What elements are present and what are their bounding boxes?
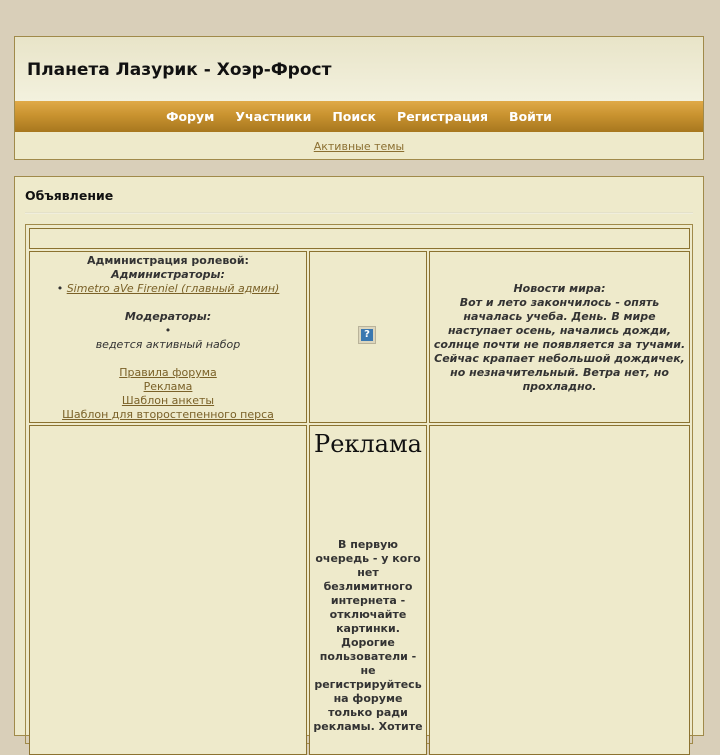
nav-forum[interactable]: Форум [166,109,215,124]
news-cell [429,251,690,423]
title-bar [15,37,703,101]
empty-right-cell [429,425,690,755]
ad-text: В первую очередь - у кого нет безлимитного интернета - отключайте картинки. Дорогие пользователи - не регистрируйтесь на форуме только ради рекламы. Хотите [313,538,423,733]
bullet: • [56,282,64,295]
question-mark-icon[interactable]: ? [359,327,375,343]
mods-label: Модераторы: [124,310,212,323]
divider [25,212,693,214]
admins-label: Администраторы: [111,268,225,281]
recruit-text: ведется активный набор [95,338,241,351]
nav-register[interactable]: Регистрация [397,109,489,124]
mods-bullet: • [164,324,172,337]
ad-cell [309,425,427,755]
news-heading: Новости мира: [513,282,606,295]
nav-members[interactable]: Участники [235,109,312,124]
forum-title[interactable]: Планета Лазурик - Хоэр-Фрост [27,60,332,80]
sub-nav [15,132,703,160]
icon-cell [309,251,427,423]
announcement-panel [14,176,704,736]
announcement-table [25,224,693,744]
admin-heading: Администрация ролевой: [87,254,249,267]
nav-search[interactable]: Поиск [332,109,377,124]
nav-login[interactable]: Войти [509,109,552,124]
admin-line [30,282,306,296]
admin-cell [29,251,307,423]
empty-left-cell [29,425,307,755]
active-topics-link[interactable]: Активные темы [313,139,405,153]
empty-header-cell [29,228,690,249]
ad-title: Реклама [314,430,422,458]
profile-template-link[interactable]: Шаблон анкеты [121,394,215,407]
ad-link[interactable]: Реклама [143,380,193,393]
rules-link[interactable]: Правила форума [119,366,217,379]
admin-name-link[interactable]: Simetro aVe Fireniel (главный админ) [66,282,280,295]
news-text: Вот и лето закончилось - опять началась учеба. День. В мире наступает осень, начались дожди, солнце почти не появляется за тучами. Сейчас крапает небольшой дождичек, но незначительный. Ветра нет, но прохладно. [433,296,686,393]
forum-header [14,36,704,160]
main-nav [15,101,703,132]
secondary-template-link[interactable]: Шаблон для второстепенного перса [62,408,274,421]
announcement-title: Объявление [25,188,114,203]
